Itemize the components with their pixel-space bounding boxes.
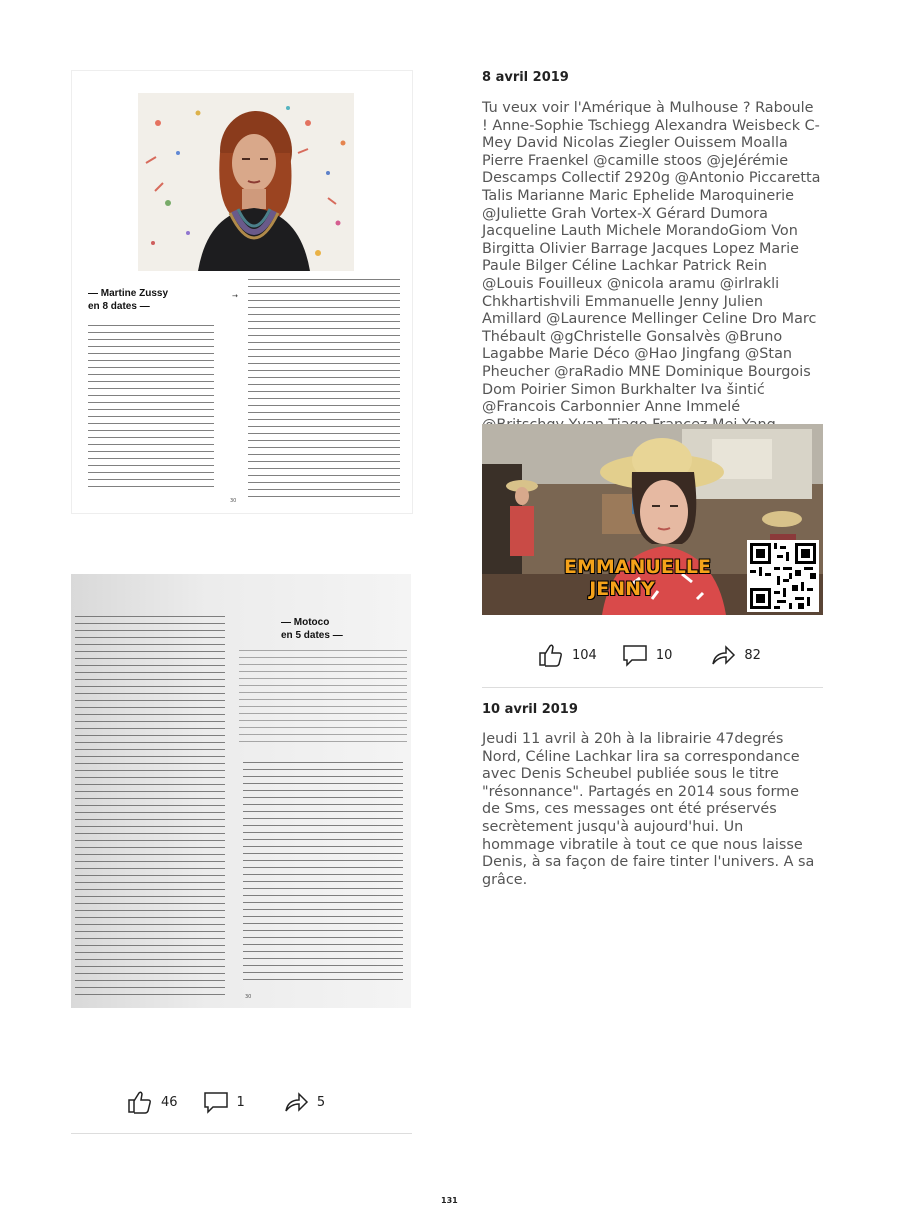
share-icon[interactable] xyxy=(283,1090,309,1114)
portrait-photo xyxy=(138,93,354,271)
scan-page-martine-zussy xyxy=(71,70,413,514)
like-count: 46 xyxy=(161,1094,178,1110)
post-photo[interactable] xyxy=(482,424,823,615)
martine-zussy-title xyxy=(88,287,168,313)
left-social-bar xyxy=(127,1090,325,1114)
scan-page-number: 30 xyxy=(230,498,237,504)
divider xyxy=(482,687,823,688)
photo-caption xyxy=(564,556,711,600)
comment-count: 10 xyxy=(655,647,673,663)
scan-page-motoco xyxy=(71,574,411,1008)
caption-line-2: JENNY xyxy=(589,578,655,600)
thumbs-up-icon[interactable] xyxy=(127,1090,153,1114)
thumbs-up-icon[interactable] xyxy=(538,643,564,667)
title-line-1: — Martine Zussy xyxy=(88,288,169,299)
article-body-text xyxy=(248,279,400,499)
share-count: 82 xyxy=(744,647,761,663)
caption-line-1: EMMANUELLE xyxy=(564,556,711,578)
dates-list-text xyxy=(88,325,214,493)
motoco-title xyxy=(281,616,343,642)
comment-icon[interactable] xyxy=(622,643,648,667)
post-text: Jeudi 11 avril à 20h à la librairie 47degrés Nord, Céline Lachkar lira sa correspondance avec Denis Scheubel publiée sous le titre "résonnance". Partagés en 2014 sous forme de Sms, ces messages ont été préservés secrètement jusqu'à aujourd'hui. Un hommage vibratile à tout ce que nous laisse Denis, à sa façon de faire tinter l'univers. A sa grâce. xyxy=(482,731,815,888)
motoco-dates-list xyxy=(239,650,407,742)
title-line-2: en 8 dates — xyxy=(88,301,150,312)
like-count: 104 xyxy=(572,647,597,663)
article-body-left xyxy=(75,616,225,1000)
title-line-1: — Motoco xyxy=(281,617,330,628)
comment-count: 1 xyxy=(236,1094,245,1110)
right-social-bar xyxy=(538,643,761,667)
comment-icon[interactable] xyxy=(203,1090,229,1114)
post-text: Tu veux voir l'Amérique à Mulhouse ? Raboule ! Anne-Sophie Tschiegg Alexandra Weisbeck C-Mey David Nicolas Ziegler Ouissem Moalla Pierre Fraenkel @camille stoos @jeJérémie Descamps Collectif 2920g @Antonio Piccaretta Talis Marianne Maric Ephelide Maroquinerie @Juliette Grah Vortex-X Gérard Dumora Jacqueline Lauth Michele MorandoGiom Von Birgitta Olivier Barrage Jacques Lopez Marie Paule Bilger Céline Lachkar Patrick Rein @Louis Fouilleux @nicola aramu @irlrakli Chkhartishvili Emmanuelle Jenny Julien Amillard @Laurence Mellinger Celine Dro Marc Thébault @gChristelle Gonsalvès @Bruno Lagabbe Marie Déco @Hao Jingfang @Stan Pheucher @raRadio MNE Dominique Bourgois Dom Poirier Simon Burkhalter Iva šintić @Francois Carbonnier Anne Immelé xyxy=(482,100,821,416)
post-date: 10 avril 2019 xyxy=(482,702,578,717)
page-number: 131 xyxy=(441,1196,458,1205)
scan-page-number: 30 xyxy=(245,994,252,1000)
title-line-2: en 5 dates — xyxy=(281,630,343,641)
share-count: 5 xyxy=(316,1094,326,1110)
share-icon[interactable] xyxy=(710,643,736,667)
post-date: 8 avril 2019 xyxy=(482,70,569,85)
qr-code-icon xyxy=(747,540,819,612)
article-body-right xyxy=(243,762,403,980)
divider xyxy=(71,1133,412,1134)
arrow-icon: → xyxy=(232,292,238,300)
